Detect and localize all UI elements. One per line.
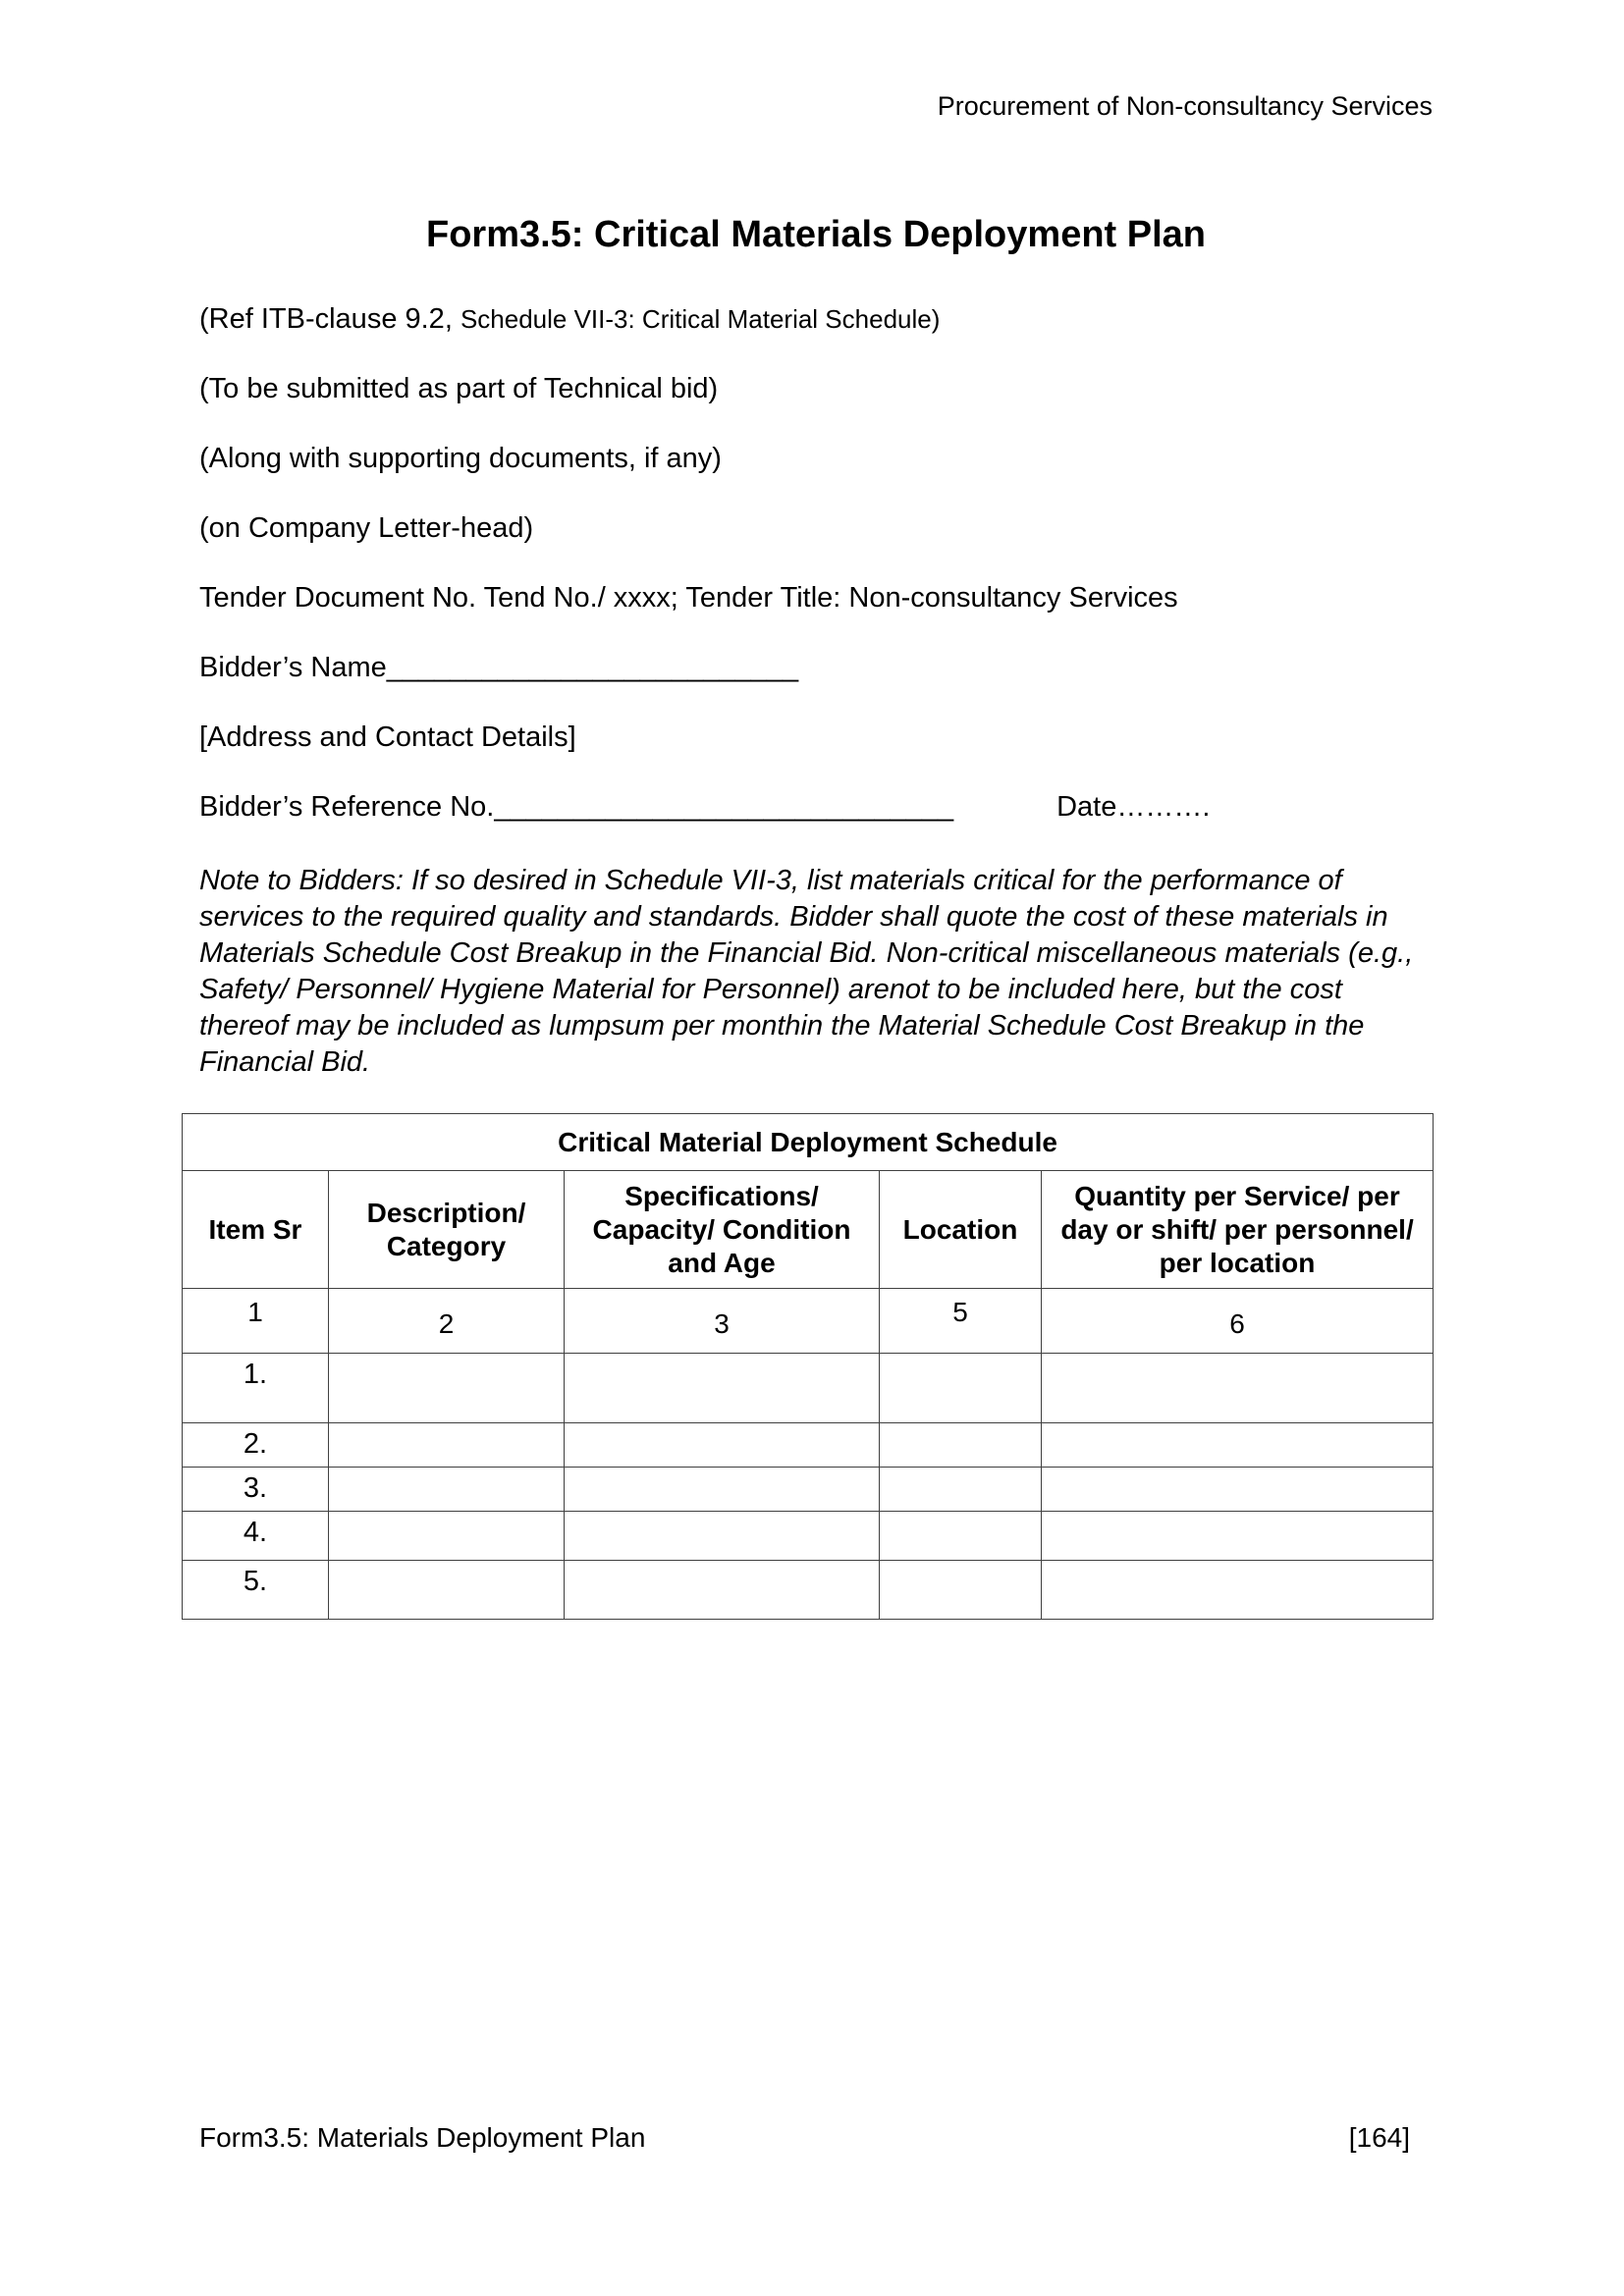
row-sr: 2.	[183, 1423, 329, 1468]
table-cell	[880, 1512, 1042, 1561]
table-row	[183, 1512, 1434, 1561]
bidders-name-line: Bidder’s Name__________________________	[199, 652, 799, 683]
column-header-quantity: Quantity per Service/ per day or shift/ per personnel/ per location	[1042, 1171, 1434, 1289]
table-row	[183, 1354, 1434, 1423]
table-cell	[880, 1561, 1042, 1620]
address-line: [Address and Contact Details]	[199, 721, 576, 753]
table-row	[183, 1423, 1434, 1468]
ref-line-schedule: Schedule VII-3: Critical Material Schedule)	[460, 304, 941, 334]
row-sr: 3.	[183, 1468, 329, 1512]
table-cell	[329, 1354, 565, 1423]
column-header-location: Location	[880, 1171, 1042, 1289]
table-cell	[565, 1561, 880, 1620]
row-sr: 4.	[183, 1512, 329, 1561]
row-sr: 1.	[183, 1354, 329, 1423]
form-title: Form3.5: Critical Materials Deployment Plan	[425, 214, 1206, 255]
table-cell	[329, 1468, 565, 1512]
table-cell	[1042, 1423, 1434, 1468]
intro-line-letterhead: (on Company Letter-head)	[199, 512, 534, 544]
date-label: Date……….	[1056, 791, 1211, 823]
intro-line-supporting-docs: (Along with supporting documents, if any)	[199, 443, 722, 474]
table-caption: Critical Material Deployment Schedule	[183, 1114, 1434, 1171]
table-cell	[880, 1468, 1042, 1512]
column-number-row	[183, 1289, 1434, 1354]
table-cell	[329, 1561, 565, 1620]
table-cell	[565, 1468, 880, 1512]
table-cell	[1042, 1354, 1434, 1423]
table-cell	[880, 1423, 1042, 1468]
bidders-reference-line	[199, 790, 1433, 824]
page-footer	[199, 2122, 1410, 2154]
table-cell	[1042, 1561, 1434, 1620]
table-header-row	[183, 1171, 1434, 1289]
intro-line-technical-bid: (To be submitted as part of Technical bid)	[199, 373, 719, 404]
table-cell	[565, 1512, 880, 1561]
table-cell	[329, 1423, 565, 1468]
table-cell	[880, 1354, 1042, 1423]
column-number-1: 1	[183, 1289, 329, 1354]
table-cell	[329, 1512, 565, 1561]
column-number-2: 2	[329, 1289, 565, 1354]
column-number-3: 3	[565, 1289, 880, 1354]
table-cell	[565, 1354, 880, 1423]
table-row	[183, 1468, 1434, 1512]
ref-line	[199, 302, 1433, 336]
intro-section	[199, 302, 1433, 824]
column-number-6: 6	[1042, 1289, 1434, 1354]
ref-line-main: (Ref ITB-clause 9.2,	[199, 303, 460, 335]
header-text: Procurement of Non-consultancy Services	[937, 91, 1433, 121]
table-caption-row	[183, 1114, 1434, 1171]
column-header-item-sr: Item Sr	[183, 1171, 329, 1289]
note-to-bidders: Note to Bidders: If so desired in Schedule VII-3, list materials critical for the performance of services to the required quality and standards. Bidder shall quote the cost of these materials in Materials Schedule Cost Breakup in the Financial Bid. Non-critical miscellaneous materials (e.g., Safety/ Personnel/ Hygiene Material for Personnel) arenot to be included here, but the cost thereof may be included as lumpsum per monthin the Material Schedule Cost Breakup in the Financial Bid.	[199, 865, 1414, 1078]
intro-line-tender: Tender Document No. Tend No./ xxxx; Tender Title: Non-consultancy Services	[199, 582, 1178, 614]
table-cell	[565, 1423, 880, 1468]
page-number: [164]	[1348, 2122, 1410, 2153]
page-header	[199, 90, 1433, 122]
column-number-5: 5	[880, 1289, 1042, 1354]
column-header-description: Description/ Category	[329, 1171, 565, 1289]
table-cell	[1042, 1468, 1434, 1512]
footer-title: Form3.5: Materials Deployment Plan	[199, 2122, 646, 2153]
column-header-specifications: Specifications/ Capacity/ Condition and Age	[565, 1171, 880, 1289]
bidders-reference-text: Bidder’s Reference No._____________________________	[199, 791, 954, 823]
table-cell	[1042, 1512, 1434, 1561]
critical-material-table	[182, 1113, 1434, 1620]
table-row	[183, 1561, 1434, 1620]
row-sr: 5.	[183, 1561, 329, 1620]
